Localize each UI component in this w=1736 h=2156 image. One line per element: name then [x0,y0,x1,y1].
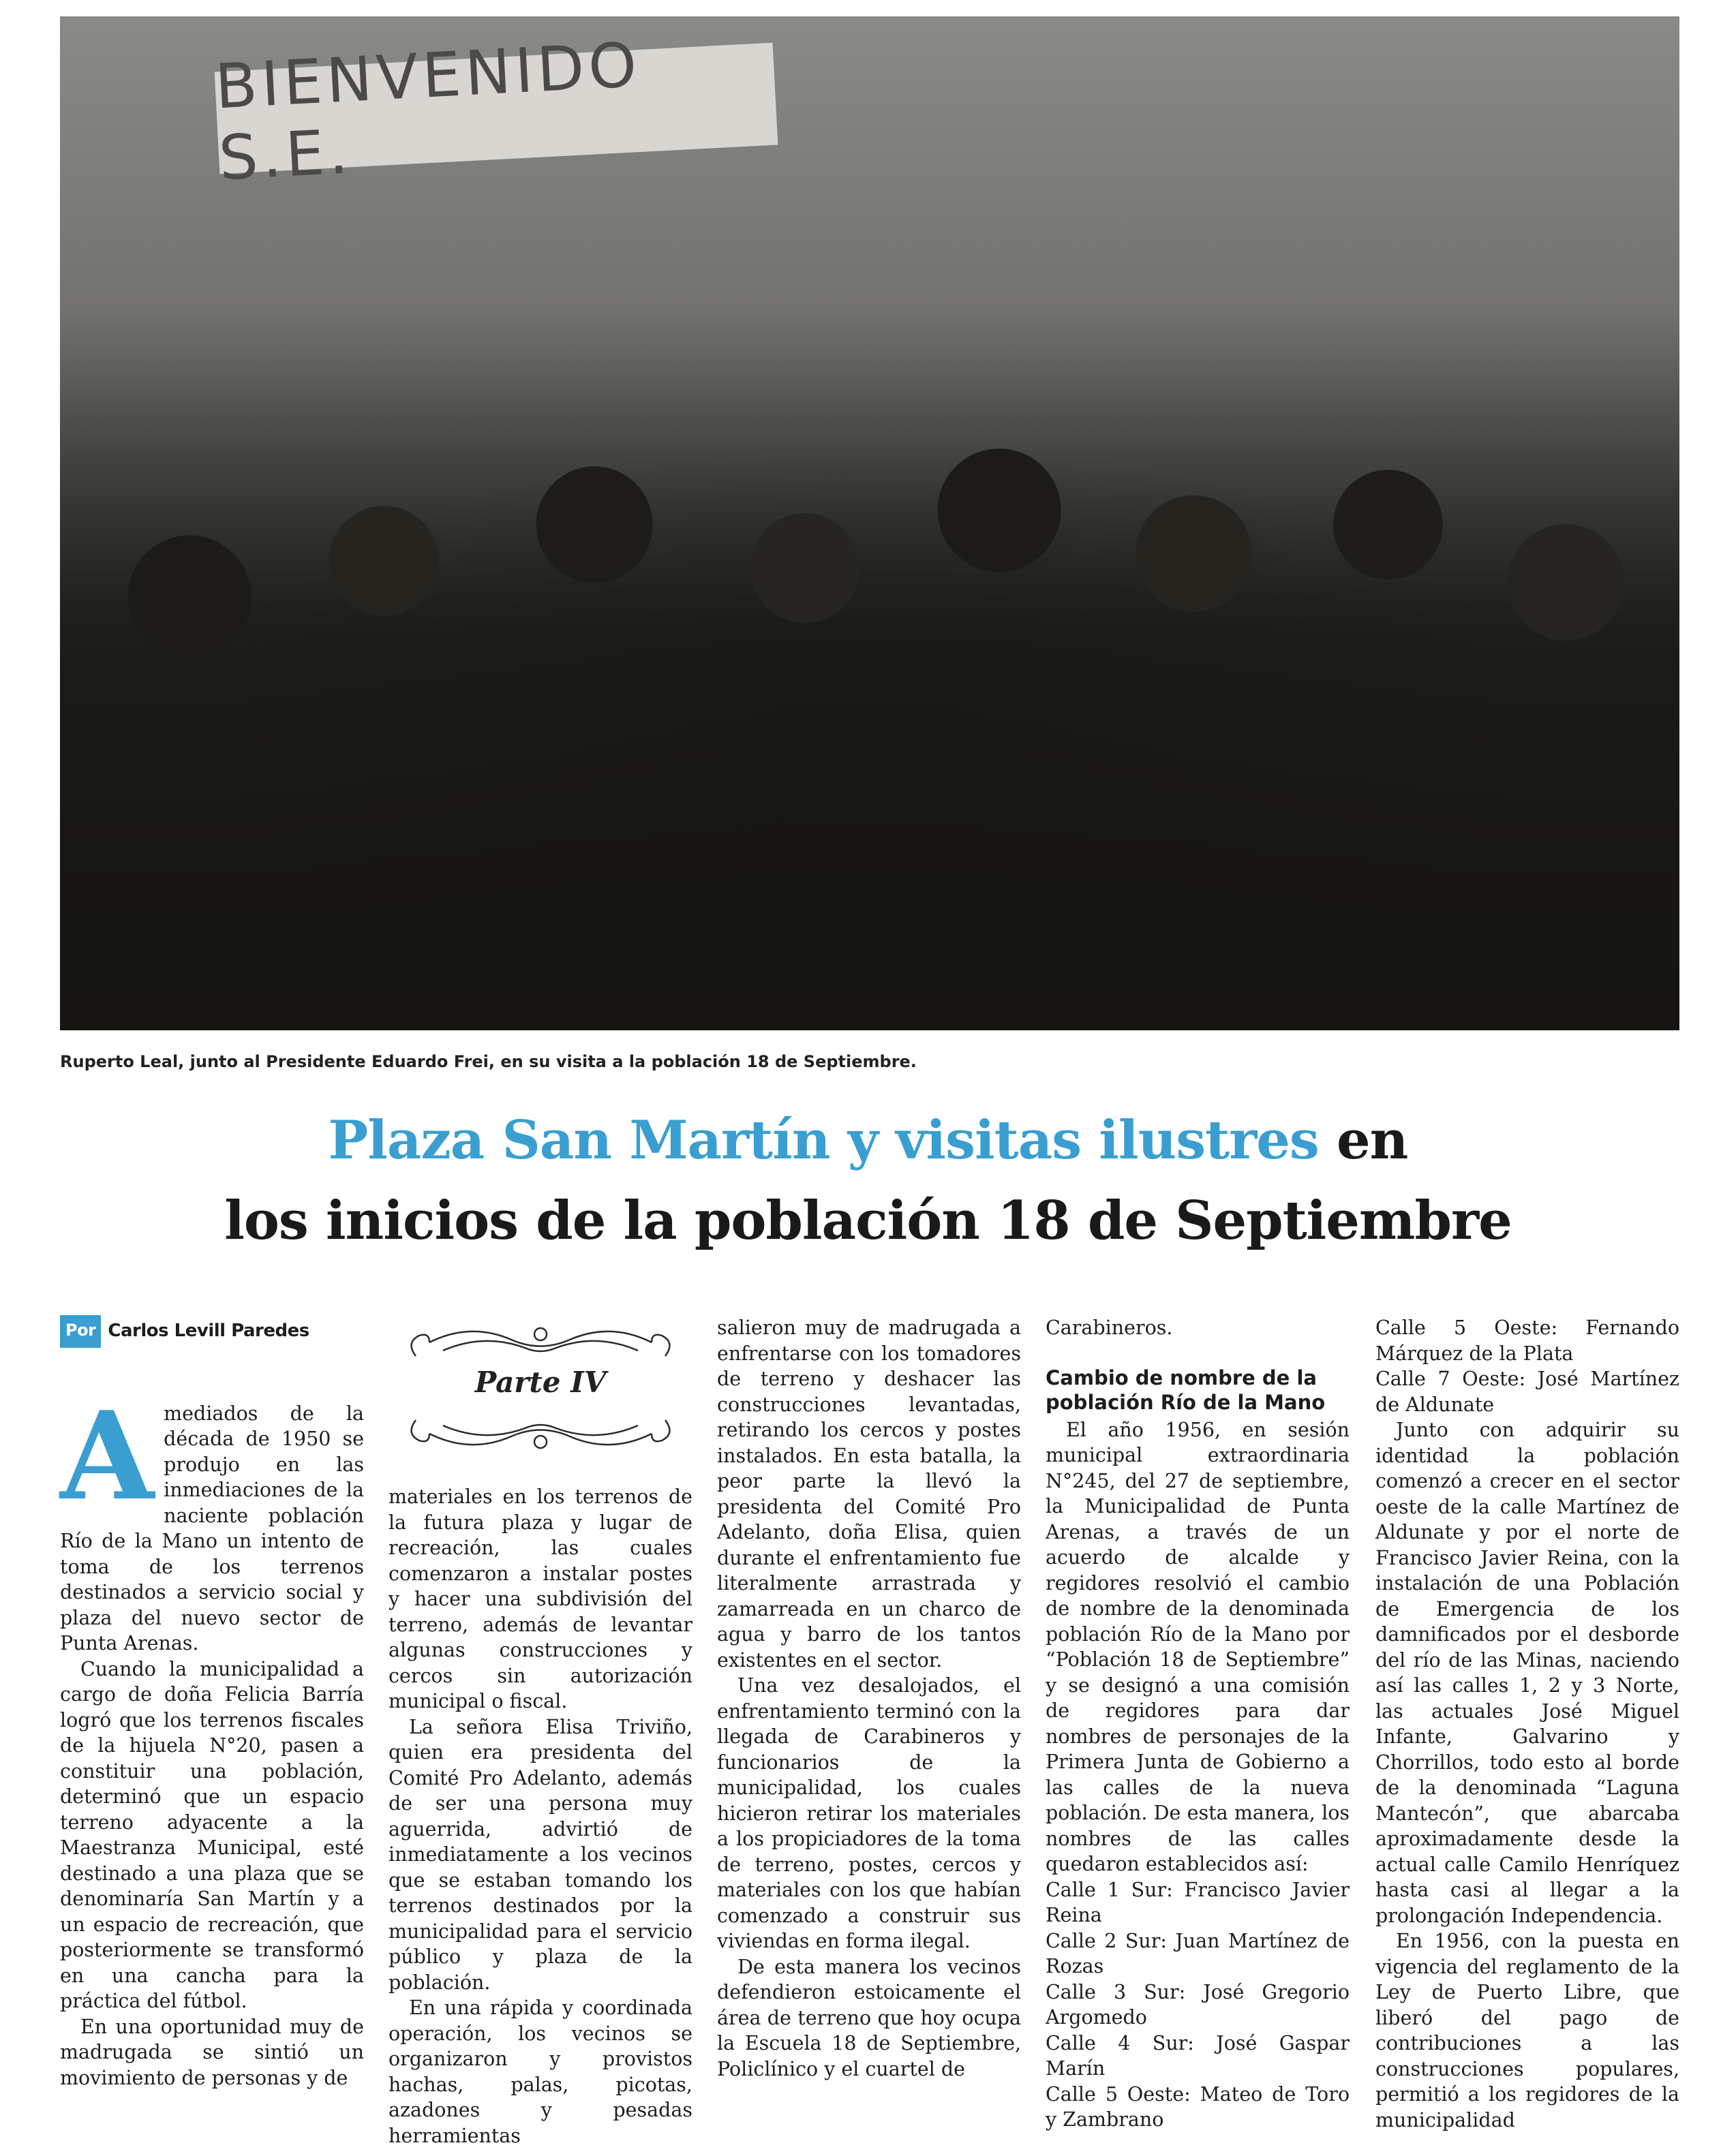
headline-line-2: los inicios de la población 18 de Septiembre [224,1190,1512,1252]
paragraph: De esta manera los vecinos defendieron estoicamente el área de terreno que hoy ocupa la Escuela 18 de Septiembre, Policlínico y el cuartel de [717,1955,1021,2080]
street-list [1375,1315,1679,1417]
article-column-1 [60,1315,364,2091]
article-column-3 [717,1315,1021,2082]
section-ornament [389,1315,692,1461]
section-subhead: Cambio de nombre de la población Río de la Mano [1046,1366,1326,1414]
list-item: Calle 2 Sur: Juan Martínez de Rozas [1046,1929,1350,1977]
paragraph: Cuando la municipalidad a cargo de doña Felicia Barría logró que los terrenos fiscales de la hijuela N°20, pasen a constituir una población, determinó que un espacio terreno adyacente a la Maestranza Municipal, esté destinado a una plaza que se denominaría San Martín y a un espacio de recreación, que posteriormente se transformó en una cancha para la práctica del fútbol. [60,1657,364,2012]
paragraph: Carabineros. [1046,1316,1173,1339]
street-list [1046,1877,1350,2133]
article-column-4 [1046,1315,1350,2133]
paragraph: Amediados de la década de 1950 se produjo en las inmediaciones de la naciente población Río de la Mano un intento de toma de los terrenos destinados a servicio social y plaza del nuevo sector de Punta Arenas. [60,1384,364,1654]
list-item: Calle 4 Sur: José Gaspar Marín [1046,2031,1350,2080]
photo-crowd [60,308,1679,1030]
list-item: Calle 7 Oeste: José Martínez de Aldunate [1375,1368,1679,1416]
list-item: Calle 5 Oeste: Fernando Márquez de la Plata [1375,1316,1679,1365]
headline-accent: Plaza San Martín y visitas ilustres [328,1109,1319,1171]
paragraph: materiales en los terrenos de la futura plaza y lugar de recreación, las cuales comenzaron a instalar postes y hacer una subdivisión del terreno, además de levantar algunas construcciones y cercos sin autorización municipal o fiscal. [389,1485,692,1712]
byline [60,1315,364,1348]
byline-author: Carlos Levill Paredes [108,1321,309,1341]
paragraph: En una rápida y coordinada operación, los vecinos se organizaron y provistos hachas, palas, picotas, azadones y pesadas herramientas [389,1997,692,2147]
byline-label: Por [60,1315,101,1348]
paragraph: La señora Elisa Triviño, quien era presidenta del Comité Pro Adelanto, además de ser una persona muy aguerrida, advirtió de inmediatamente a los vecinos que se estaban tomando los terrenos destinados por la municipalidad para el servicio público y plaza de la población. [389,1715,692,1994]
article-column-5 [1375,1315,1679,2133]
article-photo [60,16,1679,1030]
headline-line-1 [0,1109,1736,1171]
paragraph: El año 1956, en sesión municipal extraordinaria N°245, del 27 de septiembre, la Municipalidad de Punta Arenas, a través de un acuerdo de alcalde y regidores resolvió el cambio de nombre de la denominada población Río de la Mano por “Población 18 de Septiembre” y se designó a una comisión de regidores para dar nombres de personajes de la Primera Junta de Gobierno a las calles de la nueva población. De esta manera, los nombres de las calles quedaron establecidos así: [1046,1418,1350,1875]
article-column-2 [389,1315,692,2149]
dropcap: A [60,1384,155,1527]
list-item: Calle 1 Sur: Francisco Javier Reina [1046,1878,1350,1926]
photo-banner: BIENVENIDO S.E. [215,43,778,174]
paragraph: En una oportunidad muy de madrugada se sintió un movimiento de personas y de [60,2015,364,2089]
list-item: Calle 5 Oeste: Mateo de Toro y Zambrano [1046,2082,1350,2131]
list-item: Calle 3 Sur: José Gregorio Argomedo [1046,1980,1350,2029]
photo-caption: Ruperto Leal, junto al Presidente Eduardo Frei, en su visita a la población 18 de Septiembre. [60,1052,917,1071]
paragraph: Una vez desalojados, el enfrentamiento terminó con la llegada de Carabineros y funcionarios de la municipalidad, los cuales hicieron retirar los materiales a los propiciadores de la toma de terreno, postes, cercos y materiales con los que habían comenzado a construir sus viviendas en forma ilegal. [717,1674,1021,1952]
headline-line-1-rest: en [1318,1109,1408,1171]
ornament-title: Parte IV [474,1366,607,1399]
paragraph: En 1956, con la puesta en vigencia del reglamento de la Ley de Puerto Libre, que liberó del pago de contribuciones a las construcciones populares, permitió a los regidores de la municipalidad [1375,1930,1679,2131]
paragraph: Junto con adquirir su identidad la población comenzó a crecer en el sector oeste de la calle Martínez de Aldunate y por el norte de Francisco Javier Reina, con la instalación de una Población de Emergencia de los damnificados por el desborde del río de las Minas, naciendo así las calles 1, 2 y 3 Norte, las actuales José Miguel Infante, Galvarino y Chorrillos, todo esto al borde de la denominada “Laguna Mantecón”, que abarcaba aproximadamente desde la actual calle Camilo Henríquez hasta casi al llegar a la prolongación Independencia. [1375,1419,1679,1927]
paragraph: salieron muy de madrugada a enfrentarse con los tomadores de terreno y deshacer las construcciones levantadas, retirando los cercos y postes instalados. En esta batalla, la peor parte la llevó la presidenta del Comité Pro Adelanto, doña Elisa, quien durante el enfrentamiento fue literalmente arrastrada y zamarreada en un charco de agua y barro de los tantos existentes en el sector. [717,1316,1021,1672]
